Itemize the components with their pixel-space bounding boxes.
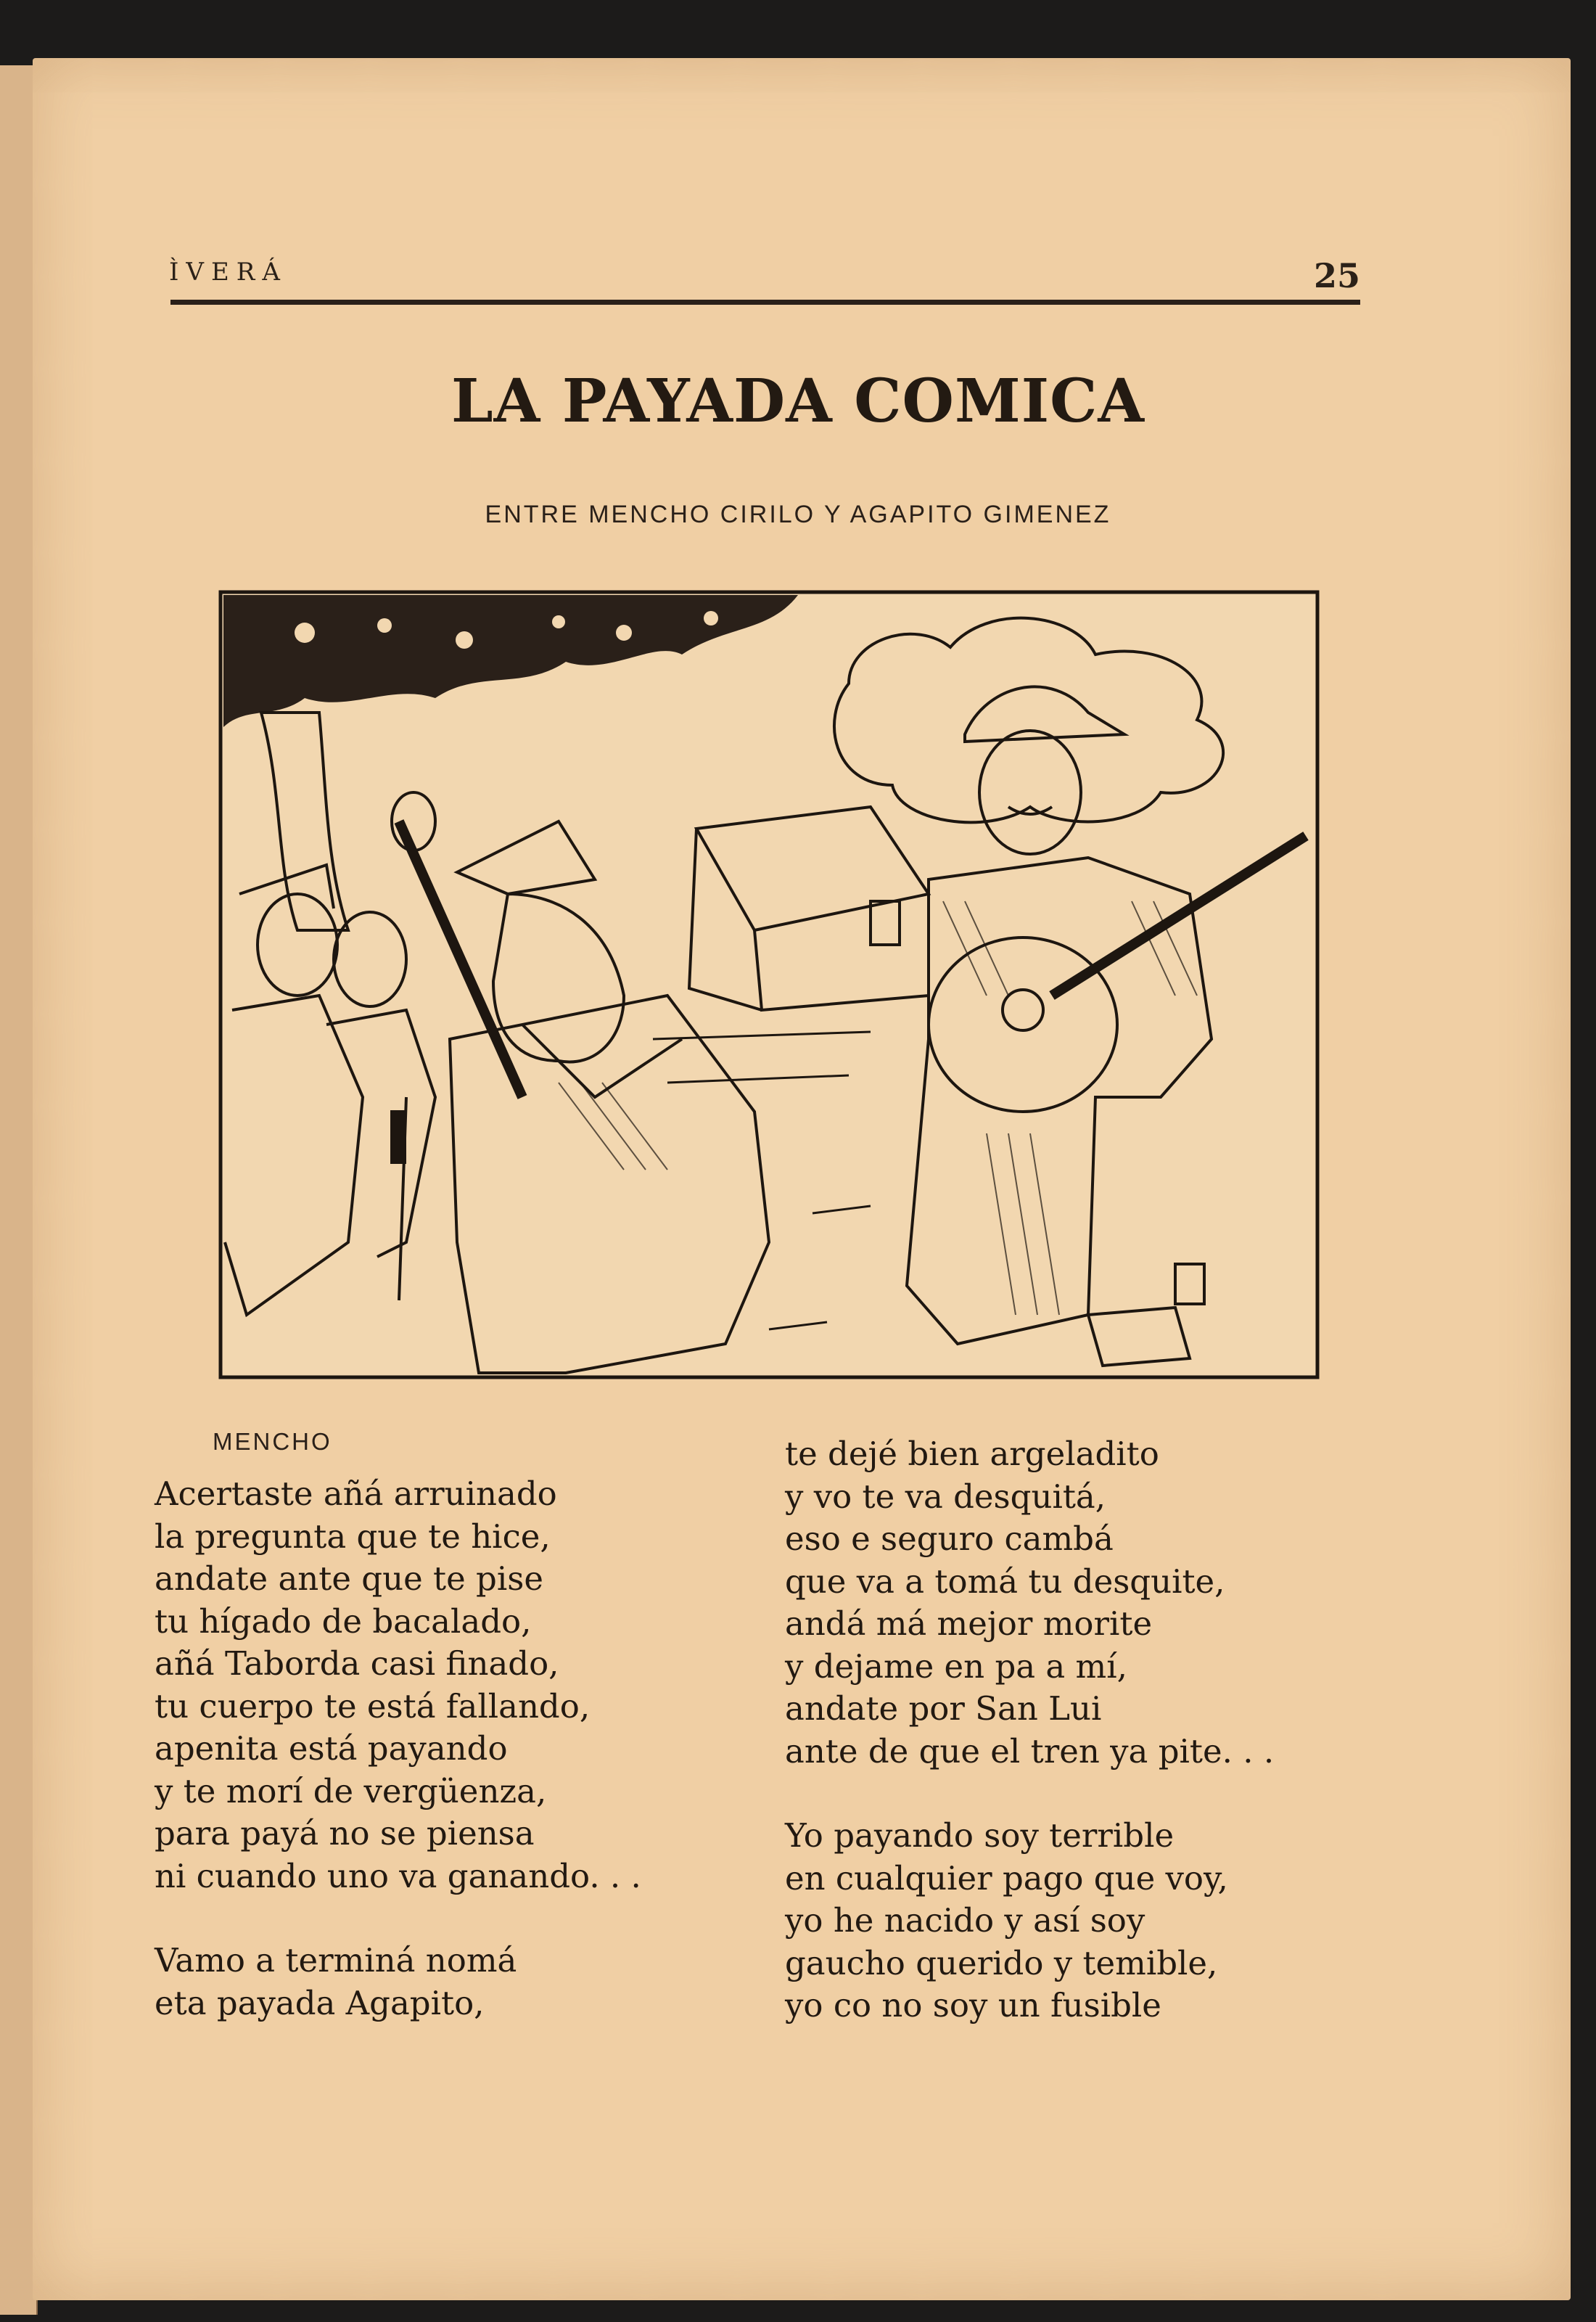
verse-line: la pregunta que te hice,	[155, 1517, 551, 1556]
page-number: 25	[1313, 256, 1360, 295]
verse-line: que va a tomá tu desquite,	[785, 1562, 1225, 1601]
verse-line: andate ante que te pise	[155, 1559, 543, 1598]
verse-line: te dejé bien argeladito	[785, 1435, 1159, 1473]
verse-line: apenita está payando	[155, 1729, 508, 1768]
verse-line: andá má mejor morite	[785, 1604, 1153, 1643]
article-title: LA PAYADA COMICA	[451, 366, 1145, 436]
verse-line: eta payada Agapito,	[155, 1983, 485, 2022]
verse-line: Acertaste añá arruinado	[155, 1474, 557, 1513]
verse-line: para payá no se piensa	[155, 1814, 535, 1853]
verse-line: tu hígado de bacalado,	[155, 1601, 532, 1641]
journal-name: ÌVERÁ	[169, 258, 287, 287]
left-column	[155, 1473, 641, 2024]
verse-line: Vamo a terminá nomá	[155, 1941, 517, 1980]
running-header	[141, 250, 1360, 316]
verse-line: tu cuerpo te está fallando,	[155, 1686, 591, 1726]
verse-line: y vo te va desquitá,	[785, 1477, 1106, 1516]
verse-line: y te morí de vergüenza,	[155, 1771, 547, 1810]
verse-line: ni cuando uno va ganando. . .	[155, 1856, 641, 1895]
article-subtitle: ENTRE MENCHO CIRILO Y AGAPITO GIMENEZ	[485, 501, 1111, 528]
stanza-gap	[785, 1773, 1274, 1815]
verse-line: añá Taborda casi finado,	[155, 1644, 559, 1683]
right-column	[785, 1433, 1274, 2027]
payada-illustration	[218, 589, 1320, 1380]
verse-line: y dejame en pa a mí,	[785, 1646, 1127, 1686]
header-rule	[170, 300, 1360, 305]
verse-line: yo he nacido y así soy	[785, 1901, 1145, 1940]
verse-line: Yo payando soy terrible	[785, 1816, 1175, 1855]
speaker-label: MENCHO	[213, 1428, 332, 1455]
verse-line: ante de que el tren ya pite. . .	[785, 1731, 1275, 1771]
illustration-icon	[218, 589, 1320, 1380]
verse-line: eso e seguro cambá	[785, 1519, 1114, 1558]
verse-line: yo co no soy un fusible	[785, 1986, 1161, 2024]
verse-line: andate por San Lui	[785, 1689, 1102, 1728]
verse-line: en cualquier pago que voy,	[785, 1858, 1228, 1898]
verse-line: gaucho querido y temible,	[785, 1943, 1218, 1982]
stanza-gap	[155, 1898, 641, 1940]
